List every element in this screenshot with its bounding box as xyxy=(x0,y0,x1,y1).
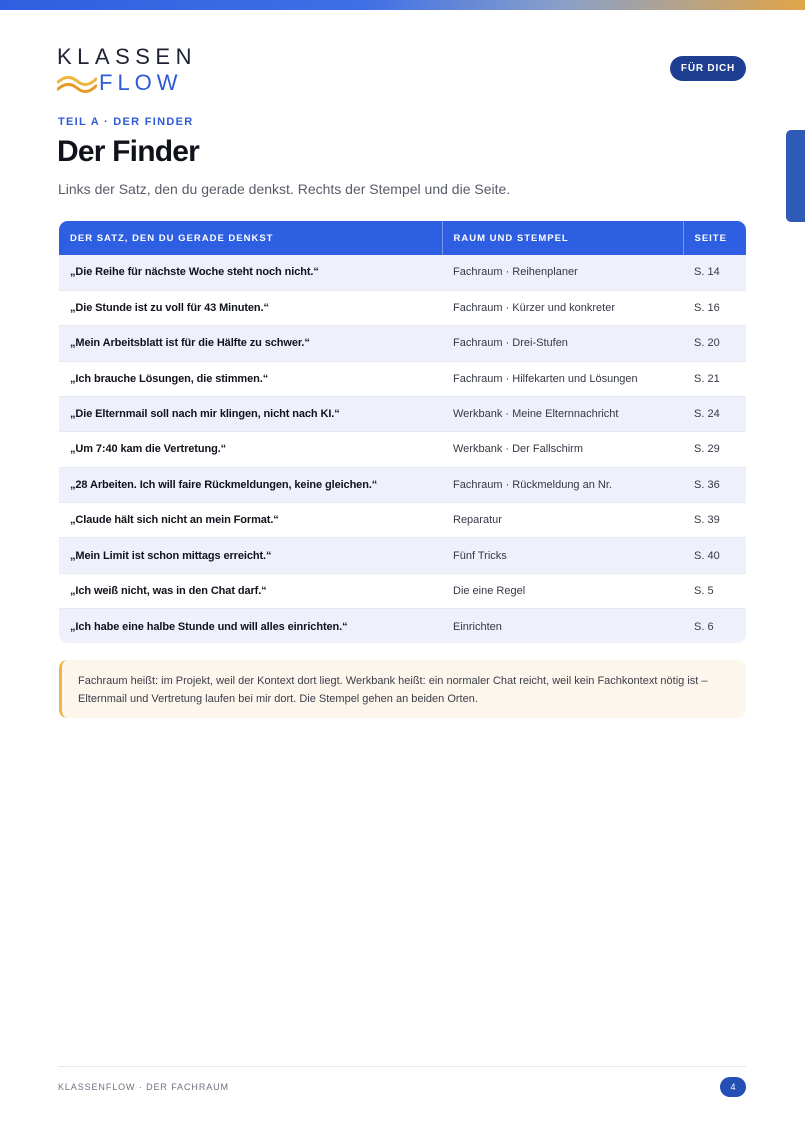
cell-satz: „Claude hält sich nicht an mein Format.“ xyxy=(70,514,279,527)
wave-icon xyxy=(57,74,97,94)
cell-seite: S. 40 xyxy=(694,549,720,562)
cell-seite: S. 24 xyxy=(694,408,720,421)
cell-satz: „28 Arbeiten. Ich will faire Rückmeldungen, keine gleichen.“ xyxy=(70,478,378,491)
cell-stempel: Einrichten xyxy=(453,620,502,633)
cell-stempel: Die eine Regel xyxy=(453,584,526,597)
column-header-seite: SEITE xyxy=(694,232,727,244)
cell-stempel: Fünf Tricks xyxy=(453,549,507,562)
page-title: Der Finder xyxy=(57,135,200,168)
klassenflow-logo xyxy=(57,44,197,96)
section-eyebrow: TEIL A · DER FINDER xyxy=(58,116,194,128)
cell-stempel: Reparatur xyxy=(453,514,502,527)
cell-satz: „Die Stunde ist zu voll für 43 Minuten.“ xyxy=(70,302,269,315)
table-row xyxy=(59,609,746,643)
cell-satz: „Mein Arbeitsblatt ist für die Hälfte zu schwer.“ xyxy=(70,337,310,350)
cell-seite: S. 20 xyxy=(694,337,720,350)
cell-seite: S. 21 xyxy=(694,372,720,385)
cell-satz: „Die Reihe für nächste Woche steht noch nicht.“ xyxy=(70,266,319,279)
table-row xyxy=(59,503,746,538)
fuer-dich-badge[interactable]: FÜR DICH xyxy=(670,56,746,81)
finder-table xyxy=(59,221,746,643)
cell-satz: „Ich weiß nicht, was in den Chat darf.“ xyxy=(70,584,267,597)
cell-satz: „Ich brauche Lösungen, die stimmen.“ xyxy=(70,372,269,385)
cell-stempel: Fachraum · Rückmeldung an Nr. xyxy=(453,478,612,491)
cell-satz: „Um 7:40 kam die Vertretung.“ xyxy=(70,443,227,456)
cell-seite: S. 6 xyxy=(694,620,714,633)
cell-seite: S. 16 xyxy=(694,302,720,315)
cell-seite: S. 36 xyxy=(694,478,720,491)
table-header-row xyxy=(59,221,746,255)
cell-satz: „Die Elternmail soll nach mir klingen, nicht nach KI.“ xyxy=(70,408,340,421)
cell-stempel: Fachraum · Reihenplaner xyxy=(453,266,578,279)
cell-stempel: Fachraum · Kürzer und konkreter xyxy=(453,302,616,315)
cell-satz: „Mein Limit ist schon mittags erreicht.“ xyxy=(70,549,272,562)
cell-stempel: Fachraum · Drei-Stufen xyxy=(453,337,568,350)
cell-stempel: Werkbank · Der Fallschirm xyxy=(453,443,583,456)
cell-stempel: Werkbank · Meine Elternnachricht xyxy=(453,408,619,421)
table-row xyxy=(59,361,746,396)
logo-text-top: KLASSEN xyxy=(57,44,197,69)
info-note: Fachraum heißt: im Projekt, weil der Kontext dort liegt. Werkbank heißt: ein normaler Chat reicht, weil kein Fachkontext nötig ist – Elternmail und Vertretung laufen bei mir dort. Die Stempel gehen an beiden Orten. xyxy=(59,660,746,718)
cell-seite: S. 39 xyxy=(694,514,720,527)
column-header-stempel: RAUM UND STEMPEL xyxy=(442,221,683,255)
table-row xyxy=(59,326,746,361)
footer-label: KLASSENFLOW · DER FACHRAUM xyxy=(58,1082,229,1092)
table-row xyxy=(59,396,746,431)
table-row xyxy=(59,538,746,573)
table-row xyxy=(59,573,746,608)
table-row xyxy=(59,255,746,290)
column-header-satz: DER SATZ, DEN DU GERADE DENKST xyxy=(59,221,442,255)
cell-seite: S. 5 xyxy=(694,584,714,597)
top-gradient-bar xyxy=(0,0,805,10)
side-bookmark-tab[interactable] xyxy=(786,130,805,222)
footer-divider xyxy=(58,1066,746,1067)
cell-stempel: Fachraum · Hilfekarten und Lösungen xyxy=(453,372,638,385)
cell-seite: S. 14 xyxy=(694,266,720,279)
cell-satz: „Ich habe eine halbe Stunde und will alles einrichten.“ xyxy=(70,620,348,633)
logo-text-bottom: FLOW xyxy=(99,70,183,95)
table-row xyxy=(59,432,746,467)
table-row xyxy=(59,290,746,325)
table-row xyxy=(59,467,746,502)
page-number-badge: 4 xyxy=(720,1077,746,1097)
page-subtitle: Links der Satz, den du gerade denkst. Rechts der Stempel und die Seite. xyxy=(58,181,511,197)
cell-seite: S. 29 xyxy=(694,443,720,456)
